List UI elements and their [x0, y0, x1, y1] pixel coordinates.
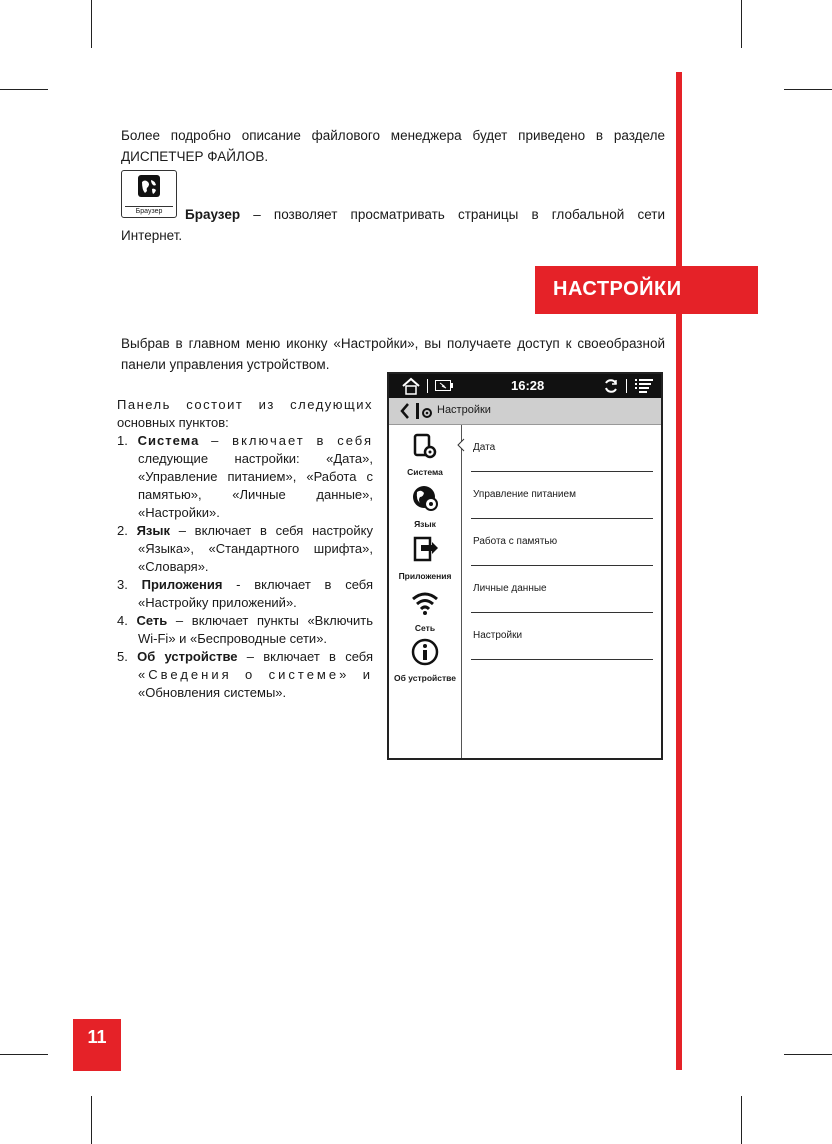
list-item-cont: Wi-Fi» и «Беспроводные сети».: [138, 631, 328, 646]
sidebar-item-system[interactable]: [389, 433, 461, 477]
settings-intro-line-2: панели управления устройством.: [121, 357, 330, 372]
list-lead: Панель состоит из следующих: [117, 397, 373, 412]
list-item-cont: «Обновления системы».: [138, 685, 287, 700]
browser-icon-label: Браузер: [125, 206, 173, 215]
battery-icon: [435, 380, 453, 391]
refresh-icon[interactable]: [603, 378, 619, 394]
list-item-cont: «Настройки».: [138, 505, 220, 520]
crop-mark: [0, 1054, 48, 1055]
list-lead: основных пунктов:: [117, 415, 229, 430]
menu-item-date[interactable]: Дата: [471, 425, 653, 472]
list-item-cont: памятью», «Личные данные»,: [138, 487, 373, 502]
sidebar-item-label: Сеть: [414, 623, 436, 633]
browser-name: Браузер: [185, 207, 241, 222]
browser-desc-line-2: Интернет.: [121, 228, 183, 243]
page-number: 11: [73, 1019, 121, 1071]
crop-mark: [91, 0, 92, 48]
section-title: НАСТРОЙКИ: [553, 278, 682, 300]
globe-icon: [137, 174, 161, 198]
crop-mark: [91, 1096, 92, 1144]
sidebar-item-label: Об устройстве: [394, 673, 456, 683]
list-item: 4. Сеть – включает пункты «Включить: [117, 613, 373, 628]
sidebar-item-network[interactable]: [389, 587, 461, 633]
list-item-cont: «Сведения о системе» и: [138, 667, 373, 682]
crop-mark: [784, 89, 832, 90]
browser-desc: – позволяет просматривать страницы в глобальной сети: [240, 207, 665, 222]
list-item-cont: «Настройку приложений».: [138, 595, 297, 610]
settings-intro-line-1: Выбрав в главном меню иконку «Настройки», вы получаете доступ к своеобразной: [121, 336, 665, 351]
settings-sidebar: [389, 425, 462, 758]
sidebar-item-apps[interactable]: [389, 535, 461, 581]
wifi-icon: [410, 587, 440, 617]
sidebar-item-about[interactable]: [389, 637, 461, 683]
list-item: 5. Об устройстве – включает в себя: [117, 649, 373, 664]
nav-title: Настройки: [437, 404, 491, 416]
list-item-cont: следующие настройки: «Дата»,: [138, 451, 373, 466]
menu-item-power[interactable]: Управление питанием: [471, 472, 653, 519]
menu-item-settings[interactable]: Настройки: [471, 613, 653, 660]
page-edge-rule: [676, 72, 682, 1070]
crop-mark: [0, 89, 48, 90]
sidebar-item-label: Приложения: [398, 571, 452, 581]
language-globe-icon: [410, 483, 440, 513]
intro-line-2: ДИСПЕТЧЕР ФАЙЛОВ.: [121, 149, 269, 164]
selected-pointer-icon: [457, 438, 465, 452]
crop-mark: [784, 1054, 832, 1055]
sidebar-item-label: Система: [407, 467, 443, 477]
apps-export-icon: [410, 535, 440, 565]
sidebar-item-label: Язык: [414, 519, 436, 529]
clock: 16:28: [511, 378, 545, 393]
nav-bar: [389, 398, 661, 425]
list-item: 1. Система – включает в себя: [117, 433, 373, 448]
browser-desc-line-1: [185, 204, 665, 225]
back-icon[interactable]: [399, 402, 411, 420]
list-item-cont: «Языка», «Стандартного шрифта»,: [138, 541, 373, 556]
status-divider: [427, 379, 428, 393]
menu-icon[interactable]: [635, 379, 653, 393]
crop-mark: [741, 0, 742, 48]
home-icon[interactable]: [401, 377, 421, 395]
browser-app-icon: [121, 170, 177, 218]
list-item: 3. Приложения - включает в себя: [117, 577, 373, 592]
list-item: 2. Язык – включает в себя настройку: [117, 523, 373, 538]
list-item-cont: «Управление питанием», «Работа с: [138, 469, 373, 484]
section-header: [535, 266, 758, 314]
settings-tools-icon: [413, 402, 433, 420]
device-screenshot: [387, 372, 663, 760]
crop-mark: [741, 1096, 742, 1144]
menu-item-memory[interactable]: Работа с памятью: [471, 519, 653, 566]
list-item-cont: «Словаря».: [138, 559, 209, 574]
menu-item-personal[interactable]: Личные данные: [471, 566, 653, 613]
status-divider: [626, 379, 627, 393]
settings-list: [117, 396, 373, 702]
system-tablet-gear-icon: [410, 433, 440, 461]
info-icon: [410, 637, 440, 667]
sidebar-item-language[interactable]: [389, 483, 461, 529]
status-bar: [389, 374, 661, 398]
intro-line-1: Более подробно описание файлового менеджера будет приведено в разделе: [121, 128, 665, 143]
